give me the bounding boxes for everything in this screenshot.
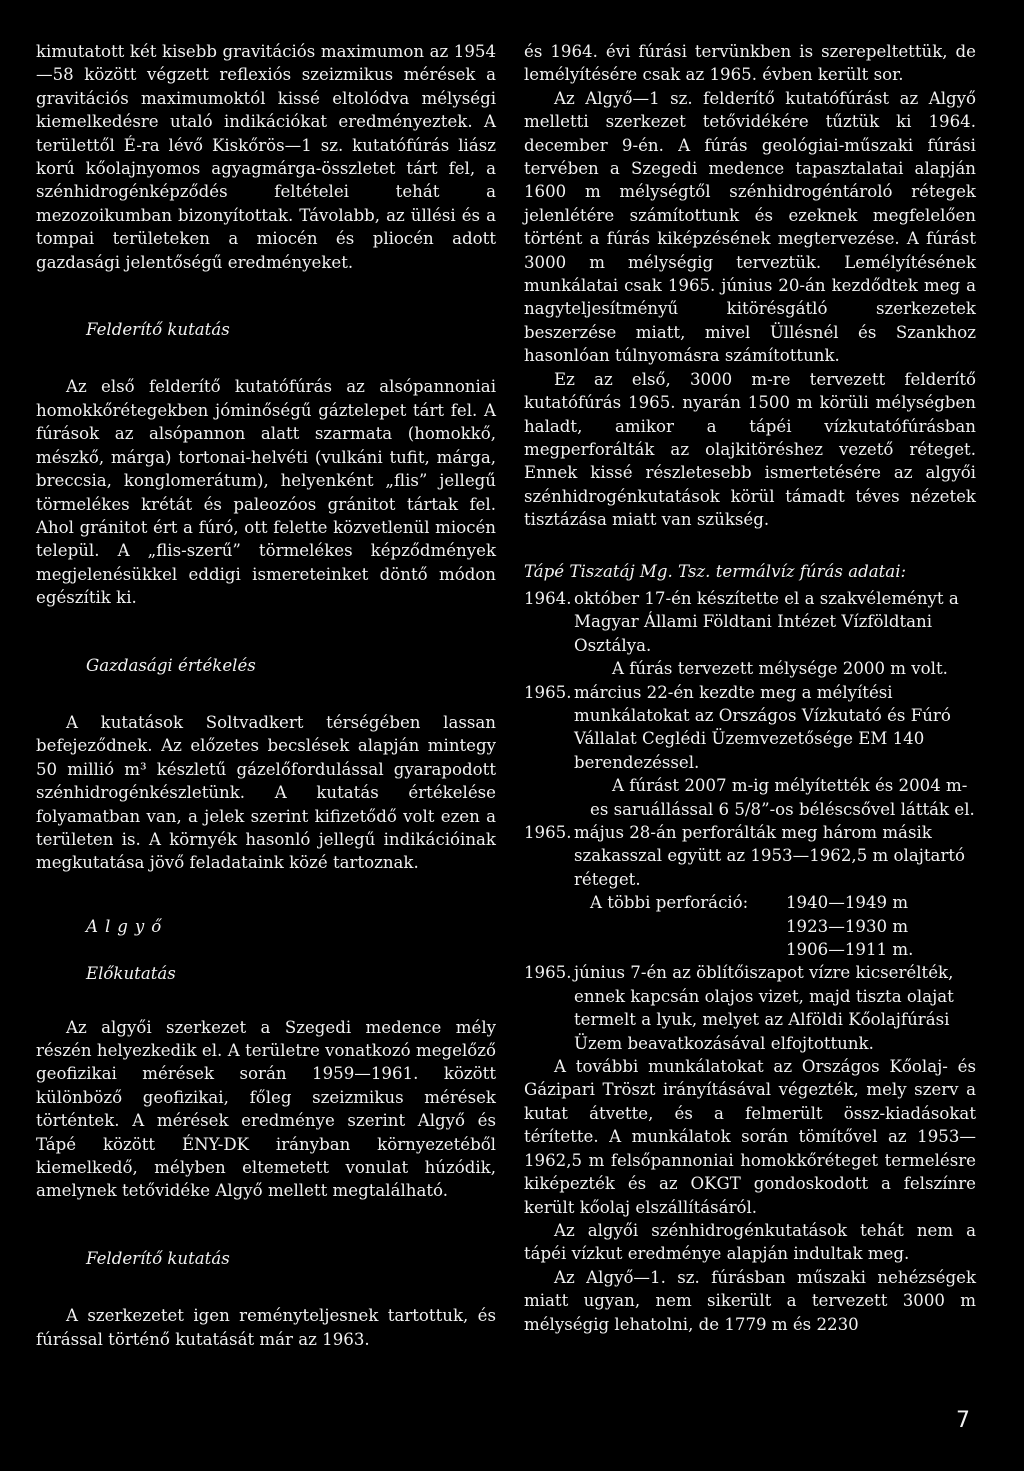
chronology-entry (524, 961, 976, 1055)
paragraph: kimutatott két kisebb gravitációs maximumon az 1954—58 között végzett reflexiós szeizmikus mérések a gravitációs maximumoktól kissé eltolódva mélységi kiemelkedésre utaló indikációkat eredményeztek. A területtől É-ra lévő Kiskőrös—1 sz. kutatófúrás liász korú kőolajnyomos agyagmárga-összletet tárt fel, a szénhidrogénképződés feltételei tehát a mezozoikumban bizonyítottak. Távolabb, az üllési és a tompai területeken a miocén és pliocén adott gazdasági jelentőségű eredményeket. (36, 42, 496, 272)
entry-year: 1965. (524, 963, 572, 983)
entry-text: október 17-én készítette el a szakvéleményt a Magyar Állami Földtani Intézet Vízföldtani Osztálya. (574, 588, 959, 655)
chronology-entry (524, 821, 976, 891)
paragraph: Az algyői szénhidrogénkutatások tehát nem a tápéi vízkut eredménye alapján indultak meg. (524, 1220, 976, 1264)
subsection-heading: Előkutatás (86, 964, 176, 984)
chronology-entry (524, 681, 976, 775)
paragraph: Az algyői szerkezet a Szegedi medence mély részén helyezkedik el. A területre vonatkozó megelőző geofizikai mérések során 1959—1961. között különböző geofizikai, főleg szeizmikus mérések történtek. A mérések eredménye szerint Algyő és Tápé között ÉNY-DK irányban környezetéből kiemelkedő, mélyben eltemetett vonulat húzódik, amelynek tetővidéke Algyő mellett megtalálható. (36, 1017, 496, 1201)
entry-text: május 28-án perforálták meg három másik szakasszal együtt az 1953—1962,5 m olajtartó réteget. (574, 823, 966, 889)
perforation-range: 1906—1911 m. (786, 940, 914, 960)
section-heading: Felderítő kutatás (86, 320, 230, 340)
paragraph: Ez az első, 3000 m-re tervezett felderítő kutatófúrás 1965. nyarán 1500 m körüli mélységben haladt, amikor a tápéi vízkutatófúrásban megperforálták az olajkitöréshez vezető réteget. Ennek kissé részletesebb ismertetésére az algyői szénhidrogénkutatások körül támadt téves nézetek tisztázása miatt van szükség. (524, 369, 976, 530)
paragraph: A kutatások Soltvadkert térségében lassan befejeződnek. Az előzetes becslések alapján mintegy 50 millió m³ készletű gázelőfordulással gyarapodott szénhidrogénkészletünk. A kutatás értékelése folyamatban van, a jelek szerint kifizetődő volt ezen a területen is. A környék hasonló jellegű indikációinak megkutatása jövő feladataink közé tartoznak. (36, 712, 496, 873)
chronology-entry (524, 587, 976, 657)
page-number: 7 (956, 1408, 970, 1433)
paragraph: Az Algyő—1. sz. fúrásban műszaki nehézségek miatt ugyan, nem sikerült a tervezett 3000 m mélységig lehatolni, de 1779 m és 2230 (524, 1267, 976, 1334)
perforation-list (524, 891, 976, 961)
right-column (524, 40, 976, 1336)
paragraph: A szerkezetet igen reményteljesnek tartottuk, és fúrással történő kutatását már az 1963. (36, 1306, 496, 1349)
entry-text: június 7-én az öblítőiszapot vízre kicserélték, ennek kapcsán olajos vizet, majd tiszta olajat termelt a lyuk, melyet az Alföldi Kőolajfúrási Üzem beavatkozásával elfojtottunk. (574, 963, 954, 1053)
paragraph: és 1964. évi fúrási tervünkben is szerepeltettük, de lemélyítésére csak az 1965. évben került sor. (524, 42, 976, 85)
left-column (36, 40, 496, 1351)
entry-year: 1965. (524, 682, 572, 702)
entry-text: március 22-én kezdte meg a mélyítési munkálatokat az Országos Vízkutató és Fúró Vállalat Ceglédi Üzemvezetősége EM 140 berendezéssel. (574, 682, 951, 772)
section-heading: Algyő (86, 916, 169, 936)
perforation-range: 1923—1930 m (786, 916, 909, 936)
entry-continuation: A fúrást 2007 m-ig mélyítették és 2004 m-es saruállással 6 5/8”-os béléscsővel látták el. (590, 776, 975, 819)
perforation-range: 1940—1949 m (786, 893, 909, 913)
entry-continuation: A fúrás tervezett mélysége 2000 m volt. (612, 659, 948, 679)
section-heading: Gazdasági értékelés (86, 655, 256, 675)
perforation-label: A többi perforáció: (590, 893, 749, 913)
section-heading: Tápé Tiszatáj Mg. Tsz. termálvíz fúrás adatai: (524, 561, 907, 581)
entry-year: 1964. (524, 588, 572, 608)
entry-year: 1965. (524, 823, 572, 842)
section-heading: Felderítő kutatás (86, 1248, 230, 1268)
paragraph: Az első felderítő kutatófúrás az alsópannoniai homokkőrétegekben jóminőségű gáztelepet tárt fel. A fúrások az alsópannon alatt szarmata (homokkő, mészkő, márga) tortonai-helvéti (vulkáni tufit, márga, breccsia, konglomerátum), helyenként „flis” jellegű törmelékes krétát és paleozóos gránitot tártak fel. Ahol gránitot ért a fúró, ott felette közvetlenül miocén települ. A „flis-szerű” törmelékes képződmények megjelenésükkel eddigi ismereteinket döntő módon egészítik ki. (36, 377, 496, 608)
paragraph: A további munkálatokat az Országos Kőolaj- és Gázipari Tröszt irányításával végezték, mely szerv a kutat átvette, és a felmerült össz-kiadásokat térítette. A munkálatok során tömítővel az 1953—1962,5 m felsőpannoniai homokkőréteget termelésre kiképezték és az OKGT gondoskodott a felszínre került kőolaj elszállításáról. (524, 1057, 976, 1217)
paragraph: Az Algyő—1 sz. felderítő kutatófúrást az Algyő melletti szerkezet tetővidékére tűztük ki 1964. december 9-én. A fúrás geológiai-műszaki fúrási tervében a Szegedi medence tapasztalatai alapján 1600 m mélységtől szénhidrogéntároló rétegek jelenlétére számítottunk és ezeknek megfelelően történt a fúrás kiképzésének megtervezése. A fúrást 3000 m mélységig terveztük. Lemélyítésének munkálatai csak 1965. június 20-án kezdődtek meg a nagyteljesítményű kitörésgátló szerkezetek beszerzése miatt, mivel Üllésnél és Szankhoz hasonlóan túlnyomásra számítottunk. (524, 88, 976, 366)
